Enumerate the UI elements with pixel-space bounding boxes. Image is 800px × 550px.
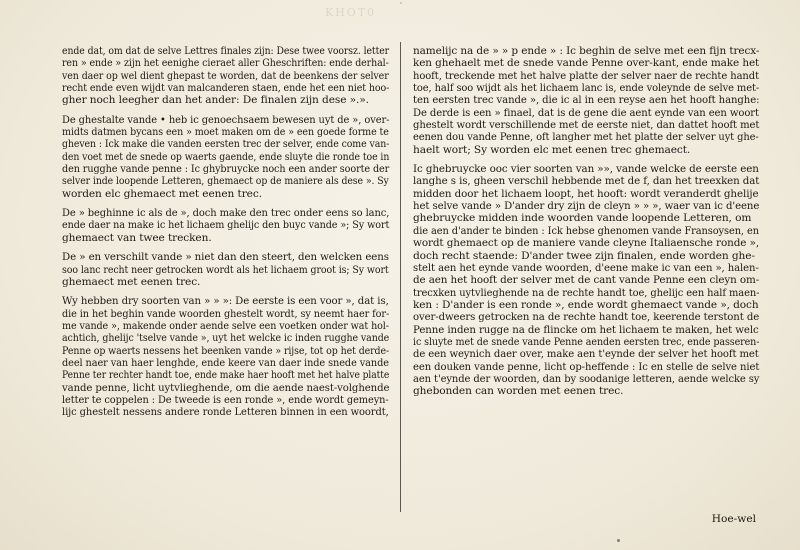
text-line: Penne inden rugge na de flincke om het lichaem te maken, het welc bbox=[413, 323, 759, 336]
text-line: ghebonden can worden met eenen trec. bbox=[413, 385, 624, 398]
text-line: doch recht staende: D'ander twee zijn finalen, ende worden ghe- bbox=[413, 249, 755, 262]
text-line: ken ghehaelt met de snede vande Penne over-kant, ende make het bbox=[413, 57, 760, 70]
text-line: me vande », makende onder aende selve een voetken onder wat hol- bbox=[62, 319, 389, 332]
text-line: De ghestalte vande • heb ic genoechsaem bewesen uyt de », over- bbox=[62, 113, 390, 126]
text-line: ghemaect met eenen trec. bbox=[62, 275, 201, 288]
text-line: De » en verschilt vande » niet dan den steert, den welcken eens bbox=[62, 251, 389, 264]
text-line: Penne op waerts nessens het beenken vande » rijse, tot op het derde- bbox=[62, 344, 390, 357]
text-line: lijc ghestelt nessens andere ronde Letteren binnen in een woordt, bbox=[62, 406, 389, 419]
text-line: de aen het hooft der selver met de cant vande Penne een cleyn om- bbox=[413, 274, 760, 287]
text-line: het selve vande » D'ander dry zijn de cleyn » » », waer van ic d'eene bbox=[413, 200, 760, 213]
text-line: vande penne, licht uytvlieghende, om die aende naest-volghende bbox=[62, 381, 390, 394]
column-divider-rule bbox=[400, 42, 401, 512]
text-line: gheven : Ick make die vanden eersten trec der selver, ende come van- bbox=[62, 138, 390, 151]
text-line: midden door het lichaem loopt, het hooft: wordt veranderdt ghelije bbox=[413, 187, 759, 200]
text-line: die aen d'ander te binden : Ick hebse ghenomen vande Fransoysen, en bbox=[413, 224, 759, 237]
text-line: soo lanc recht neer getrocken wordt als het lichaem groot is; Sy wort bbox=[62, 263, 389, 276]
text-line: haelt wort; Sy worden elc met eenen trec ghemaect. bbox=[413, 143, 691, 156]
text-line: den voet met de snede op waerts gaende, ende sluyte die ronde toe in bbox=[62, 150, 390, 163]
text-line: De » beghinne ic als de », doch make den trec onder eens so lanc, bbox=[62, 207, 390, 220]
text-line: aen t'eynde der woorden, dan by soodanige letteren, aende welcke sy bbox=[413, 372, 760, 385]
text-line: De derde is een » finael, dat is de gene die aent eynde van een woort bbox=[413, 106, 759, 119]
paragraph bbox=[62, 207, 389, 244]
text-line: gher noch leegher dan het ander: De finalen zijn dese ».». bbox=[62, 94, 369, 107]
page-speck bbox=[617, 539, 620, 542]
text-line: hooft, treckende met het halve platte der selver naer de rechte handt bbox=[413, 69, 759, 82]
text-line: die in het beghin vande woorden ghestelt wordt, sy neemt haer for- bbox=[62, 307, 390, 320]
text-line: ken : D'ander is een ronde », ende wordt ghemaect vande », doch bbox=[413, 298, 759, 311]
text-line: ten eersten trec vande », die ic al in een reyse aen het hooft hanghe: bbox=[413, 94, 760, 107]
text-line: ghemaect van twee trecken. bbox=[62, 231, 212, 244]
text-line: Wy hebben dry soorten van » » »: De eerste is een voor », dat is, bbox=[62, 295, 389, 308]
paragraph bbox=[413, 45, 759, 156]
left-text-column bbox=[62, 45, 389, 426]
text-line: recht ende even wijdt van malcanderen staen, ende het een niet hoo- bbox=[62, 82, 390, 95]
text-line: worden elc ghemaect met eenen trec. bbox=[62, 187, 262, 200]
paragraph bbox=[62, 295, 389, 418]
text-line: ren » ende » zijn het eenighe cieraet aller Gheschriften: ende derhal- bbox=[62, 57, 389, 70]
text-line: ven daer op wel dient ghepast te worden, dat de beenkens der selver bbox=[62, 69, 389, 82]
text-line: trecxken uytvlieghende na de rechte handt toe, ghelijc een half maen- bbox=[413, 286, 760, 299]
text-line: Ic ghebruycke ooc vier soorten van »», vande welcke de eerste een bbox=[413, 163, 759, 176]
text-line: letter te coppelen : De tweede is een ronde », ende wordt gemeyn- bbox=[62, 393, 389, 406]
right-text-column bbox=[413, 45, 759, 405]
text-line: selver inde loopende Letteren, ghemaect op de maniere als dese ». Sy bbox=[62, 175, 389, 188]
text-line: over-dweers getrocken na de rechte handt toe, keerende terstont de bbox=[413, 311, 760, 324]
faint-watermark: KHOT0 bbox=[325, 6, 377, 19]
text-line: den rugghe vande penne : Ic ghybruycke noch een ander soorte der bbox=[62, 163, 390, 176]
text-line: deel naer van haer lenghde, ende keere van daer inde snede vande bbox=[62, 356, 389, 369]
page-speck bbox=[400, 2, 402, 4]
text-line: midts datmen bycans een » moet maken om de » een goede forme te bbox=[62, 126, 389, 139]
paragraph bbox=[62, 114, 389, 200]
text-line: Penne ter rechter handt toe, ende make haer hooft met het halve platte bbox=[62, 369, 390, 382]
paragraph bbox=[413, 163, 759, 398]
text-line: ghestelt wordt verschillende met de eerste niet, dan dattet hooft met bbox=[413, 119, 760, 132]
text-line: stelt aen het eynde vande woorden, d'eene make ic van een », halen- bbox=[413, 261, 759, 274]
text-line: ende dat, om dat de selve Lettres finales zijn: Dese twee voorsz. letter bbox=[62, 45, 390, 57]
catchword: Hoe-wel bbox=[711, 513, 756, 525]
text-line: de een weynich daer over, make aen t'eynde der selver het hooft met bbox=[413, 348, 759, 361]
paragraph bbox=[62, 251, 389, 288]
text-line: een douken vande penne, licht op-heffende : Ic en stelle de selve niet bbox=[413, 360, 760, 373]
text-line: eenen dou vande Penne, oft langher met het platte der selver uyt ghe- bbox=[413, 131, 759, 144]
text-line: ic sluyte met de snede vande Penne aenden eersten trec, ende passeren- bbox=[413, 335, 760, 348]
text-line: ende daer na make ic het lichaem ghelijc den buyc vande »; Sy wort bbox=[62, 219, 390, 232]
text-line: achtich, ghelijc 'tselve vande », uyt het welcke ic inden rugghe vande bbox=[62, 332, 390, 345]
text-line: wordt ghemaect op de maniere vande cleyne Italiaensche ronde », bbox=[413, 237, 760, 250]
text-line: ghebruycke midden inde woorden vande loopende Letteren, om bbox=[413, 212, 752, 225]
text-line: langhe s is, gheen verschil hebbende met de f, dan het treexken dat bbox=[413, 175, 760, 188]
text-line: toe, half soo wijdt als het lichaem lanc is, ende voleynde de selve met- bbox=[413, 82, 760, 95]
paragraph bbox=[62, 45, 389, 107]
text-line: namelijc na de » » p ende » : Ic beghin de selve met een fijn trecx- bbox=[413, 45, 760, 57]
